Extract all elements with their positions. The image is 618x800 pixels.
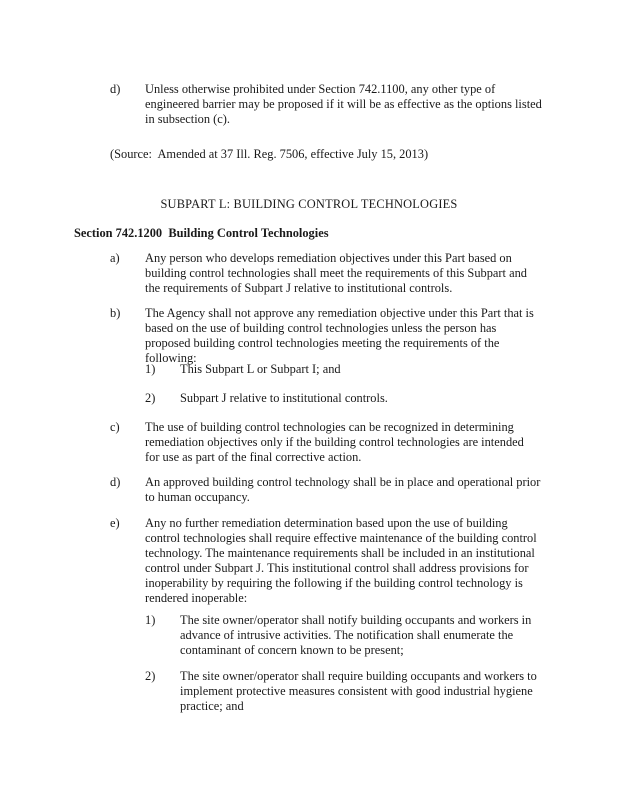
source-note: (Source: Amended at 37 Ill. Reg. 7506, effective July 15, 2013) <box>110 147 429 161</box>
item-b1-text: This Subpart L or Subpart I; and <box>180 362 341 376</box>
section-title <box>74 226 329 241</box>
item-e1-text: The site owner/operator shall notify building occupants and workers in advance of intrusive activities. The notification shall enumerate the contaminant of concern known to be present; <box>180 613 532 657</box>
item-b1-label: 1) <box>145 362 156 376</box>
section-number: Section 742.1200 <box>74 226 163 240</box>
item-e1-label: 1) <box>145 613 156 627</box>
subpart-heading: SUBPART L: BUILDING CONTROL TECHNOLOGIES <box>160 197 458 211</box>
item-e2-text: The site owner/operator shall require building occupants and workers to implement protective measures consistent with good industrial hygiene practice; and <box>180 669 537 713</box>
item-d-label: d) <box>110 475 121 489</box>
item-e-label: e) <box>110 516 120 530</box>
item-b2-label: 2) <box>145 391 156 405</box>
item-c-text: The use of building control technologies can be recognized in determining remediation objectives only if the building control technologies are intended for use as part of the final corrective action. <box>145 420 524 464</box>
item-e-text: Any no further remediation determination based upon the use of building control technologies shall require effective maintenance of the building control technology. The maintenance requirements shall be included in an institutional control under Subpart J. This institutional control shall address provisions for inoperability by requiring the following if the building control technology is rendered inoperable: <box>145 516 537 605</box>
item-b-label: b) <box>110 306 121 320</box>
item-d-prev-text: Unless otherwise prohibited under Section 742.1100, any other type of engineered barrier may be proposed if it will be as effective as the options listed in subsection (c). <box>145 82 542 126</box>
item-c-label: c) <box>110 420 120 434</box>
section-name: Building Control Technologies <box>168 226 329 240</box>
item-d-text: An approved building control technology shall be in place and operational prior to human occupancy. <box>145 475 541 504</box>
item-e2-label: 2) <box>145 669 156 683</box>
item-b2-text: Subpart J relative to institutional controls. <box>180 391 388 405</box>
item-a-text: Any person who develops remediation objectives under this Part based on building control technologies shall meet the requirements of this Subpart and the requirements of Subpart J relative to institutional controls. <box>145 251 527 295</box>
item-d-prev-label: d) <box>110 82 121 96</box>
item-b-text: The Agency shall not approve any remediation objective under this Part that is based on the use of building control technologies unless the person has proposed building control technologies meeting the requirements of the following: <box>145 306 534 365</box>
item-a-label: a) <box>110 251 120 265</box>
